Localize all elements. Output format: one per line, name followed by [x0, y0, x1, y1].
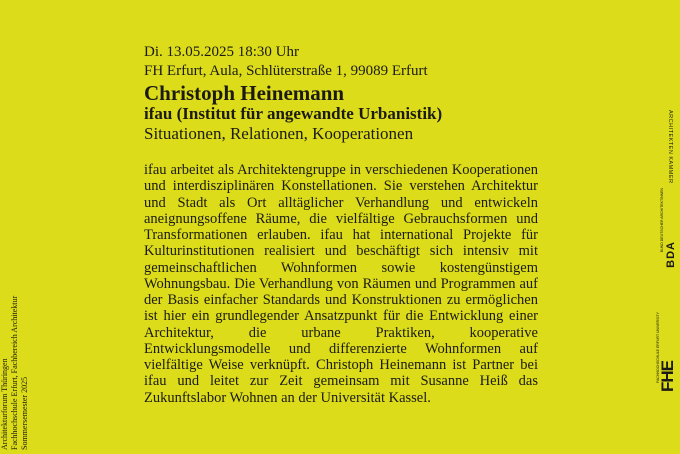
sidebar-line-semester: Sommersemester 2025: [20, 376, 29, 450]
architektenkammer-text: ARCHITEKTEN KAMMER: [667, 110, 673, 184]
fh-erfurt-logo: [650, 312, 680, 392]
event-location: FH Erfurt, Aula, Schlüterstraße 1, 99089 Erfurt: [144, 63, 428, 79]
speaker-affiliation: ifau (Institut für angewandte Urbanistik): [144, 104, 443, 123]
sidebar-organizer: [0, 234, 30, 454]
bda-logo: [656, 188, 680, 268]
architektenkammer-logo: [660, 110, 680, 184]
fhe-small-text: FACHHOCHSCHULE ERFURT UNIVERSITY: [656, 312, 660, 383]
fhe-mark: FHE: [658, 361, 677, 392]
event-info: [144, 43, 538, 406]
sidebar-line-faculty: Fachhochschule Erfurt, Fachbereich Architektur: [10, 295, 19, 450]
sidebar-line-forum: Architekturforum Thüringen: [0, 358, 9, 450]
bda-text: BDA: [665, 241, 677, 268]
talk-title: Situationen, Relationen, Kooperationen: [144, 124, 414, 143]
speaker-name: Christoph Heinemann: [144, 81, 345, 105]
bda-small-text: BUND DEUTSCHER ARCHITEKTINNEN: [660, 188, 664, 253]
description-text: ifau arbeitet als Architektengruppe in verschiedenen Kooperationen und interdisziplinären Konstellationen. Sie verstehen Architektur und Stadt als Ort alltäglicher Verhandlung und entwickeln aneignungsoffene Räume, die vielfältige Gebrauchsformen und Transformationen erlauben. ifau hat international Projekte für Kulturinstitutionen realisiert und beschäftigt sich intensiv mit gemeinschaftlichen Wohnformen sowie kostengünstigem Wohnungsbau. Die Verhandlung von Räumen und Programmen auf der Basis einfacher Standards und Konstruktionen zu ermöglichen ist hier ein grundlegender Ansatzpunkt für die Entwicklung einer Architektur, die urbane Praktiken, kooperative Entwicklungsmodelle und differenzierte Wohnformen auf vielfältige Weise verknüpft. Christoph Heinemann ist Partner bei ifau und leitet zur Zeit gemeinsam mit Susanne Heiß das Zukunftslabor Wohnen an der Universität Kassel.: [144, 162, 538, 406]
event-datetime: Di. 13.05.2025 18:30 Uhr: [144, 44, 299, 60]
